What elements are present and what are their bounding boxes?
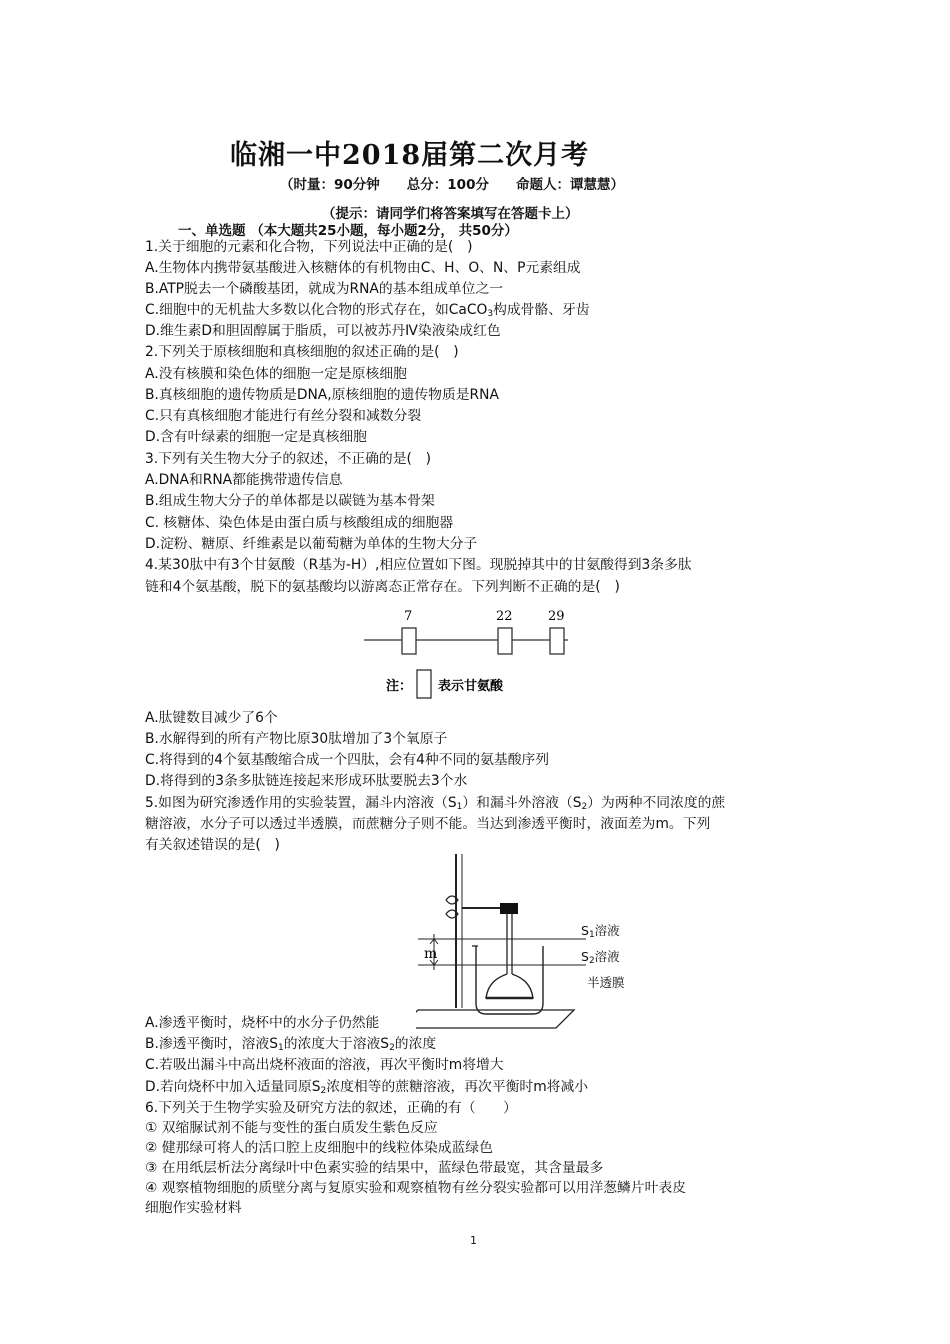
page-number: 1 [470, 1234, 477, 1247]
position-label-29: 29 [548, 609, 565, 624]
q5-d-a: D.若向烧杯中加入适量同原S [145, 1079, 321, 1095]
q5-stem-sub1: 1 [456, 802, 463, 812]
funnel-bulb [486, 974, 533, 998]
q5-stem-b: ）和漏斗外溶液（S [462, 795, 582, 811]
s1-label-sub: 1 [588, 930, 595, 940]
q3-option-b: B.组成生物大分子的单体都是以碳链为基本骨架 [145, 493, 435, 509]
q5-b-a: B.渗透平衡时，溶液S [145, 1036, 278, 1052]
q3-option-a: A.DNA和RNA都能携带遗传信息 [145, 472, 343, 488]
q5-stem-sub2: 2 [581, 802, 588, 812]
glycine-position-figure [360, 600, 590, 705]
q6-item-2: ② 健那绿可将人的活口腔上皮细胞中的线粒体染成蓝绿色 [145, 1140, 493, 1156]
q1-option-d: D.维生素D和胆固醇属于脂质，可以被苏丹Ⅳ染液染成红色 [145, 323, 501, 339]
s1-label [581, 922, 620, 944]
q2-option-d: D.含有叶绿素的细胞一定是真核细胞 [145, 429, 367, 445]
q1-option-c-tail: 构成骨骼、牙齿 [493, 302, 590, 318]
position-label-22: 22 [496, 609, 513, 624]
q4-option-d: D.将得到的3条多肽链连接起来形成环肽要脱去3个水 [145, 773, 468, 789]
glycine-box-7 [402, 628, 416, 654]
q6-stem: 6.下列关于生物学实验及研究方法的叙述，正确的有（ ） [145, 1100, 517, 1116]
q1-option-c-sub: 3 [487, 309, 494, 319]
q2-option-a: A.没有核膜和染色体的细胞一定是原核细胞 [145, 366, 407, 382]
q2-option-b: B.真核细胞的遗传物质是DNA,原核细胞的遗传物质是RNA [145, 387, 499, 403]
q5-stem-c: ）为两种不同浓度的蔗 [587, 795, 726, 811]
figure-note-text: 表示甘氨酸 [438, 679, 504, 694]
q1-option-c-text: C.细胞中的无机盐大多数以化合物的形式存在，如CaCO [145, 302, 488, 318]
q5-d-sub: 2 [320, 1086, 327, 1096]
q6-item-4-cont: 细胞作实验材料 [145, 1200, 242, 1216]
position-label-7: 7 [404, 609, 413, 624]
q1-option-a: A.生物体内携带氨基酸进入核糖体的有机物由C、H、O、N、P元素组成 [145, 260, 581, 276]
q5-stem-a: 5.如图为研究渗透作用的实验装置，漏斗内溶液（S [145, 795, 457, 811]
q1-stem: 1.关于细胞的元素和化合物，下列说法中正确的是( ) [145, 239, 473, 255]
q4-option-a: A.肽键数目减少了6个 [145, 710, 278, 726]
figure-note-label: 注： [386, 679, 413, 694]
q4-stem-line2: 链和4个氨基酸，脱下的氨基酸均以游离态正常存在。下列判断不正确的是( ) [145, 579, 620, 595]
q4-option-c: C.将得到的4个氨基酸缩合成一个四肽，会有4种不同的氨基酸序列 [145, 752, 550, 768]
s2-label-s: S [581, 949, 589, 964]
m-label: m [424, 946, 438, 962]
s2-label-text: 溶液 [594, 949, 620, 964]
s1-label-text: 溶液 [594, 923, 620, 938]
q3-stem: 3.下列有关生物大分子的叙述，不正确的是( ) [145, 451, 432, 467]
q5-b-c: 的浓度 [394, 1036, 437, 1052]
q5-stem-line1 [145, 794, 725, 816]
membrane-label: 半透膜 [587, 975, 625, 990]
q5-option-d [145, 1078, 588, 1100]
s2-label-sub: 2 [588, 956, 595, 966]
q6-item-1: ① 双缩脲试剂不能与变性的蛋白质发生紫色反应 [145, 1120, 438, 1136]
q5-d-b: 浓度相等的蔗糖溶液，再次平衡时m将减小 [326, 1079, 589, 1095]
q1-option-b: B.ATP脱去一个磷酸基团，就成为RNA的基本组成单位之一 [145, 281, 504, 297]
exam-title: 临湘一中2018届第二次月考 [230, 140, 590, 171]
q1-option-c [145, 301, 590, 323]
q2-option-c: C.只有真核细胞才能进行有丝分裂和减数分裂 [145, 408, 422, 424]
exam-meta: （时量：90分钟 总分：100分 命题人：谭慧慧） [280, 177, 624, 193]
glycine-box-29 [550, 628, 564, 654]
clamp-head [500, 903, 518, 914]
q5-option-c: C.若吸出漏斗中高出烧杯液面的溶液，再次平衡时m将增大 [145, 1057, 504, 1073]
q5-option-a: A.渗透平衡时，烧杯中的水分子仍然能 [145, 1015, 380, 1031]
glycine-box-22 [498, 628, 512, 654]
q5-stem-line3: 有关叙述错误的是( ) [145, 837, 280, 853]
q5-b-sub1: 1 [277, 1043, 284, 1053]
q6-item-3: ③ 在用纸层析法分离绿叶中色素实验的结果中，蓝绿色带最宽，其含量最多 [145, 1160, 604, 1176]
q4-stem-line1: 4.某30肽中有3个甘氨酸（R基为-H）,相应位置如下图。现脱掉其中的甘氨酸得到3条多肽 [145, 557, 692, 573]
legend-box [417, 670, 431, 698]
base-plate [416, 1010, 574, 1028]
q5-stem-line2: 糖溶液，水分子可以透过半透膜，而蔗糖分子则不能。当达到渗透平衡时，液面差为m。下列 [145, 816, 711, 832]
q4-option-b: B.水解得到的所有产物比原30肽增加了3个氧原子 [145, 731, 448, 747]
s2-label [581, 948, 620, 970]
q6-item-4: ④ 观察植物细胞的质壁分离与复原实验和观察植物有丝分裂实验都可以用洋葱鳞片叶表皮 [145, 1180, 687, 1196]
q5-option-b [145, 1035, 436, 1057]
q2-stem: 2.下列关于原核细胞和真核细胞的叙述正确的是( ) [145, 344, 459, 360]
q3-option-d: D.淀粉、糖原、纤维素是以葡萄糖为单体的生物大分子 [145, 536, 478, 552]
q3-option-c: C. 核糖体、染色体是由蛋白质与核酸组成的细胞器 [145, 515, 454, 531]
q5-b-sub2: 2 [389, 1043, 395, 1053]
s1-label-s: S [581, 923, 589, 938]
q5-b-b: 的浓度大于溶液S [283, 1036, 390, 1052]
exam-tip: （提示：请同学们将答案填写在答题卡上） [322, 206, 579, 222]
section-heading: 一、单选题 （本大题共25小题，每小题2分， 共50分） [178, 223, 518, 239]
